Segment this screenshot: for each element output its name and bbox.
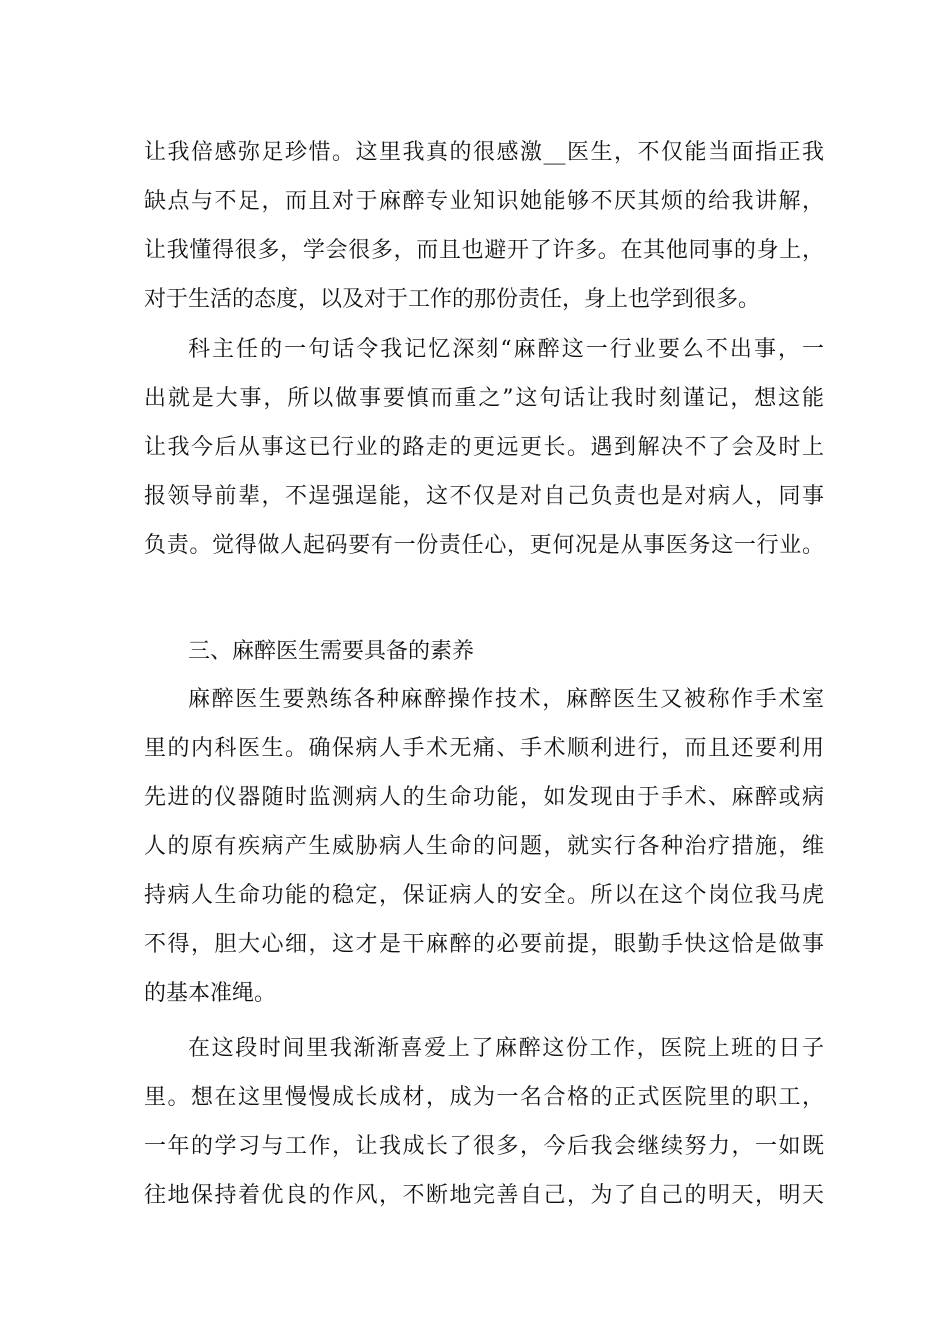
paragraph-line: 不得，胆大心细，这才是干麻醉的必要前提，眼勤手快这恰是做事 — [144, 932, 824, 957]
paragraph-line: 让我懂得很多，学会很多，而且也避开了许多。在其他同事的身上， — [144, 238, 824, 263]
paragraph-line: 对于生活的态度，以及对于工作的那份责任，身上也学到很多。 — [144, 287, 761, 312]
paragraph-line: 缺点与不足，而且对于麻醉专业知识她能够不厌其烦的给我讲解， — [144, 189, 824, 214]
paragraph-line: 负责。觉得做人起码要有一份责任心，更何况是从事医务这一行业。 — [144, 533, 824, 558]
paragraph-line: 里。想在这里慢慢成长成材，成为一名合格的正式医院里的职工， — [144, 1085, 824, 1110]
paragraph-line: 让我今后从事这已行业的路走的更远更长。遇到解决不了会及时上 — [144, 435, 824, 460]
paragraph-line: 麻醉医生要熟练各种麻醉操作技术，麻醉医生又被称作手术室 — [188, 687, 824, 712]
paragraph-line: 人的原有疾病产生威胁病人生命的问题，就实行各种治疗措施，维 — [144, 834, 824, 859]
section-heading: 三、麻醉医生需要具备的素养 — [188, 639, 475, 664]
paragraph-line: 在这段时间里我渐渐喜爱上了麻醉这份工作，医院上班的日子 — [188, 1036, 824, 1061]
paragraph-line: 持病人生命功能的稳定，保证病人的安全。所以在这个岗位我马虎 — [144, 883, 824, 908]
paragraph-line: 往地保持着优良的作风，不断地完善自己，为了自己的明天，明天 — [144, 1183, 824, 1208]
paragraph-line: 报领导前辈，不逞强逞能，这不仅是对自己负责也是对病人，同事 — [144, 484, 824, 509]
paragraph-gratitude — [144, 128, 824, 324]
paragraph-line: 让我倍感弥足珍惜。这里我真的很感激__医生，不仅能当面指正我 — [144, 140, 824, 165]
paragraph-line: 里的内科医生。确保病人手术无痛、手术顺利进行，而且还要利用 — [144, 736, 824, 761]
paragraph-line: 出就是大事，所以做事要慎而重之”这句话让我时刻谨记，想这能 — [144, 386, 824, 411]
paragraph-director-quote — [144, 325, 824, 570]
paragraph-anesthesiologist-skills — [144, 675, 824, 1018]
paragraph-line: 一年的学习与工作，让我成长了很多，今后我会继续努力，一如既 — [144, 1134, 824, 1159]
paragraph-line: 科主任的一句话令我记忆深刻“麻醉这一行业要么不出事，一 — [188, 337, 824, 362]
paragraph-conclusion — [144, 1024, 824, 1220]
paragraph-line: 的基本准绳。 — [144, 981, 277, 1006]
paragraph-line: 先进的仪器随时监测病人的生命功能，如发现由于手术、麻醉或病 — [144, 785, 824, 810]
